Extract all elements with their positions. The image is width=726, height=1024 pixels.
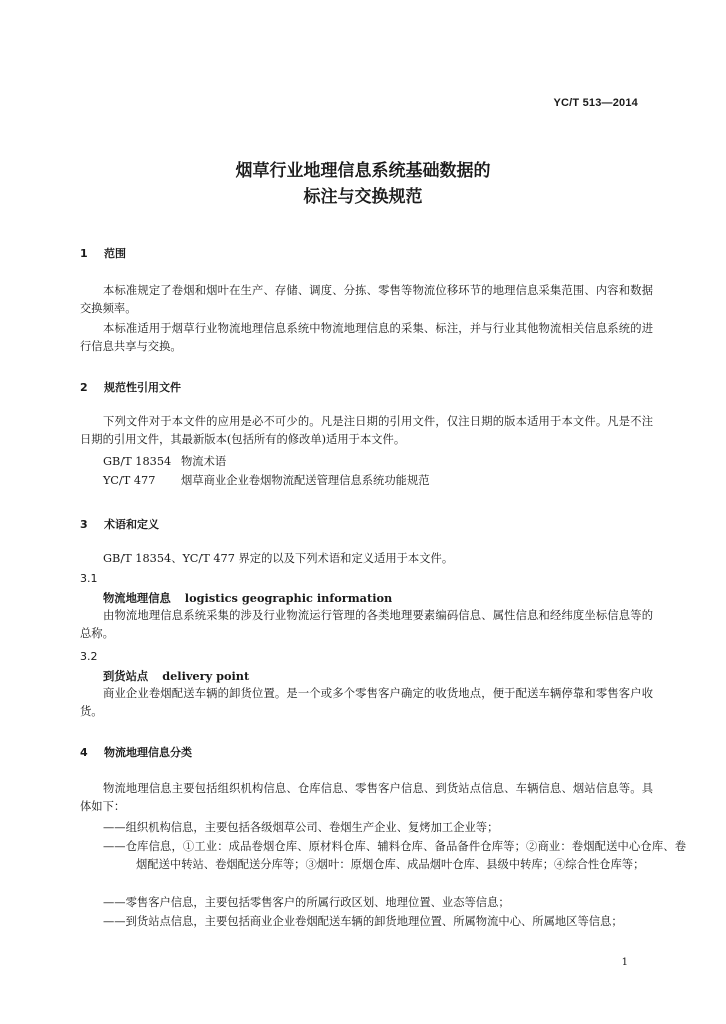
normative-reference (103, 453, 226, 471)
term-number: 3.2 (80, 650, 98, 663)
reference-code: GB/T 18354 (103, 455, 172, 468)
list-item: ——仓库信息，①工业：成品卷烟仓库、原材料仓库、辅料仓库、备品备件仓库等；②商业：卷烟配送中心仓库、卷烟配送中转站、卷烟配送分库等；③烟叶：原烟仓库、成品烟叶仓库、县级中转库；④综合性仓库等； (103, 840, 686, 871)
term-number: 3.1 (80, 572, 98, 585)
list-item: ——到货站点信息，主要包括商业企业卷烟配送车辆的卸货地理位置、所属物流中心、所属地区等信息； (103, 915, 623, 928)
title-line-1: 烟草行业地理信息系统基础数据的 (235, 161, 491, 181)
section-2-heading (80, 379, 181, 395)
term-en: delivery point (162, 669, 250, 683)
section-3-intro: GB/T 18354、YC/T 477 界定的以及下列术语和定义适用于本文件。 (103, 552, 454, 565)
term-definition: 由物流地理信息系统采集的涉及行业物流运行管理的各类地理要素编码信息、属性信息和经纬度坐标信息等的总称。 (80, 609, 653, 640)
section-3-heading (80, 516, 159, 532)
term-zh: 物流地理信息 (103, 591, 171, 605)
section-number: 4 (80, 746, 88, 759)
section-number: 2 (80, 381, 88, 394)
reference-title: 烟草商业企业卷烟物流配送管理信息系统功能规范 (181, 474, 430, 487)
section-4-heading (80, 744, 192, 760)
page-number: 1 (621, 957, 628, 968)
title-line-2: 标注与交换规范 (303, 187, 423, 207)
standard-code: YC/T 513—2014 (553, 97, 638, 109)
section-title: 物流地理信息分类 (104, 746, 192, 759)
section-title: 范围 (104, 247, 126, 260)
term-zh: 到货站点 (103, 669, 149, 683)
term-definition: 商业企业卷烟配送车辆的卸货位置。是一个或多个零售客户确定的收货地点，便于配送车辆停靠和零售客户收货。 (80, 687, 653, 718)
reference-title: 物流术语 (181, 455, 227, 468)
section-title: 术语和定义 (104, 518, 159, 531)
section-1-paragraph-2: 本标准适用于烟草行业物流地理信息系统中物流地理信息的采集、标注，并与行业其他物流相关信息系统的进行信息共享与交换。 (80, 322, 653, 353)
term-heading (103, 668, 249, 684)
document-title (0, 158, 726, 210)
section-2-paragraph: 下列文件对于本文件的应用是必不可少的。凡是注日期的引用文件，仅注日期的版本适用于本文件。凡是不注日期的引用文件，其最新版本(包括所有的修改单)适用于本文件。 (80, 415, 653, 446)
term-heading (103, 590, 392, 606)
section-1-heading (80, 245, 126, 261)
section-4-intro: 物流地理信息主要包括组织机构信息、仓库信息、零售客户信息、到货站点信息、车辆信息、烟站信息等。具体如下： (80, 782, 653, 813)
term-en: logistics geographic information (184, 591, 393, 605)
section-number: 1 (80, 247, 88, 260)
section-title: 规范性引用文件 (104, 381, 181, 394)
section-1-paragraph-1: 本标准规定了卷烟和烟叶在生产、存储、调度、分拣、零售等物流位移环节的地理信息采集范围、内容和数据交换频率。 (80, 284, 653, 315)
reference-code: YC/T 477 (103, 474, 156, 487)
list-item: ——组织机构信息，主要包括各级烟草公司、卷烟生产企业、复烤加工企业等； (103, 821, 499, 834)
list-item: ——零售客户信息，主要包括零售客户的所属行政区划、地理位置、业态等信息； (103, 896, 510, 909)
section-number: 3 (80, 518, 88, 531)
normative-reference (103, 472, 430, 490)
